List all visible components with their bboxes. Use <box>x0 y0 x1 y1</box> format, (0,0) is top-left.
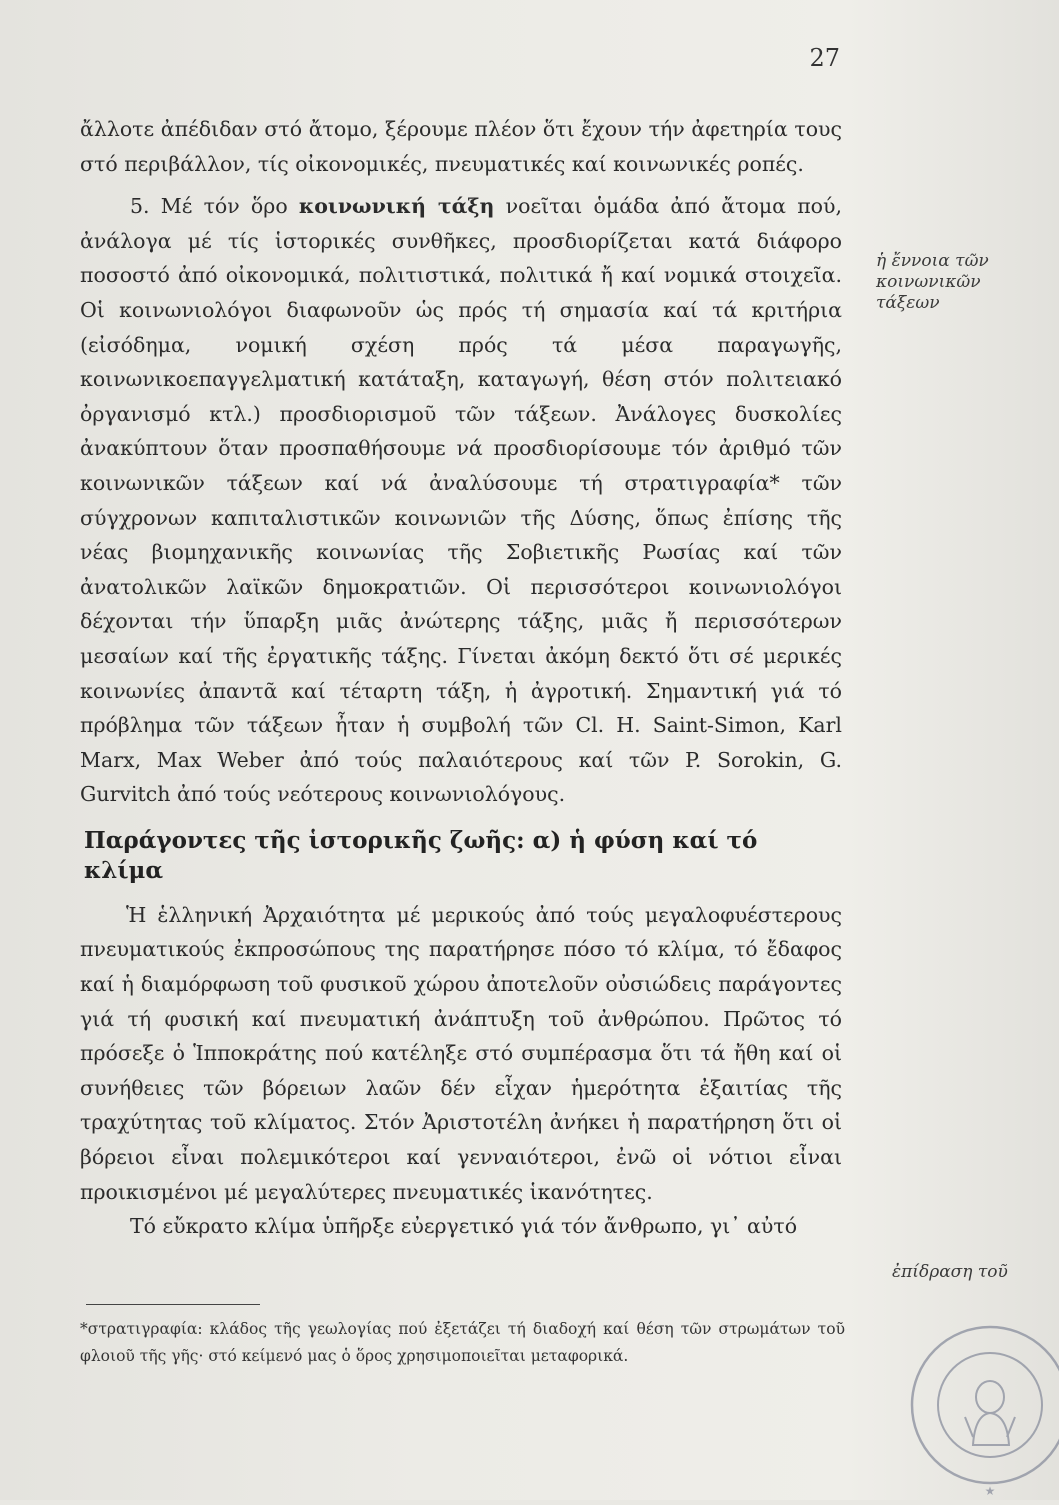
paragraph-climate: Ἡ ἑλληνική Ἀρχαιότητα μέ μερικούς ἀπό τούς μεγαλοφυέστερους πνευματικούς ἐκπροσώπους της παρατήρησε πόσο τό κλίμα, τό ἔδαφος καί ἡ διαμόρφωση τοῦ φυσικοῦ χώρου ἀποτελοῦν οὐσιώδεις παράγοντες γιά τή φυσική καί πνευματική ἀνάπτυξη τοῦ ἀνθρώπου. Πρῶτος τό πρόσεξε ὁ Ἱπποκράτης πού κατέληξε στό συμπέρασμα ὅτι τά ἤθη καί οἱ συνήθειες τῶν βόρειων λαῶν δέν εἶχαν ἡμερότητα ἐξαιτίας τῆς τραχύτητας τοῦ κλίματος. Στόν Ἀριστοτέλη ἀνήκει ἡ παρατήρηση ὅτι οἱ βόρειοι εἶναι πολεμικότεροι καί γενναιότεροι, ἐνῶ οἱ νότιοι εἶναι προικισμένοι μέ μεγαλύτερες πνευματικές ἱκανότητες. <box>80 902 842 1204</box>
page-number: 27 <box>809 44 840 72</box>
svg-text:★: ★ <box>984 1484 996 1498</box>
main-text-column <box>80 112 842 1244</box>
library-stamp-icon <box>895 1305 1059 1505</box>
footnote-rule <box>86 1304 260 1305</box>
paragraph-social-class-lead: 5. Μέ τόν ὅρο <box>130 194 299 219</box>
section-heading: Παράγοντες τῆς ἱστορικῆς ζωῆς: α) ἡ φύση καί τό κλίμα <box>84 826 758 884</box>
margin-note-social-classes: ἡ ἔννοια τῶν κοινωνικῶν τάξεων <box>876 251 989 313</box>
paragraph-social-class <box>80 189 842 812</box>
stamp-seal <box>912 1327 1059 1498</box>
term-social-class: κοινωνική τάξη <box>298 194 495 219</box>
footnote-stratigraphy: *στρατιγραφία: κλάδος τῆς γεωλογίας πού ἐξετάζει τή διαδοχή καί θέση τῶν στρωμάτων τοῦ φλοιοῦ τῆς γῆς· στό κείμενό μας ὁ ὅρος χρησιμοποιεῖται μεταφορικά. <box>80 1320 845 1365</box>
paragraph-temperate-climate: Τό εὔκρατο κλίμα ὑπῆρξε εὐεργετικό γιά τόν ἄνθρωπο, γι᾿ αὐτό <box>130 1214 798 1239</box>
paragraph-continuation: ἄλλοτε ἀπέδιδαν στό ἄτομο, ξέρουμε πλέον ὅτι ἔχουν τήν ἀφετηρία τους στό περιβάλλον, τίς οἰκονομικές, πνευματικές καί κοινωνικές ροπές. <box>80 117 842 176</box>
margin-note-influence: ἐπίδραση τοῦ <box>892 1262 1008 1282</box>
paragraph-social-class-body: νοεῖται ὁμάδα ἀπό ἄτομα πού, ἀνάλογα μέ τίς ἱστορικές συνθῆκες, προσδιορίζεται κατά διάφορο ποσοστό ἀπό οἰκονομικά, πολιτιστικά, πολιτικά ἤ καί νομικά στοιχεῖα. Οἱ κοινωνιολόγοι διαφωνοῦν ὡς πρός τή σημασία καί τά κριτήρια (εἰσόδημα, νομική σχέση πρός τά μέσα παραγωγῆς, κοινωνικοεπαγγελματική κατάταξη, καταγωγή, θέση στόν πολιτειακό ὀργανισμό κτλ.) προσδιορισμοῦ τῶν τάξεων. Ἀνάλογες δυσκολίες ἀνακύπτουν ὅταν προσπαθήσουμε νά προσδιορίσουμε τόν ἀριθμό τῶν κοινωνικῶν τάξεων καί νά ἀναλύσουμε τή στρατιγραφία* τῶν σύγχρονων καπιταλιστικῶν κοινωνιῶν τῆς Δύσης, ὅπως ἐπίσης τῆς νέας βιομηχανικῆς κοινωνίας τῆς Σοβιετικῆς Ρωσίας καί τῶν ἀνατολικῶν λαϊκῶν δημοκρατιῶν. Οἱ περισσότεροι κοινωνιολόγοι δέχονται τήν ὕπαρξη μιᾶς ἀνώτερης τάξης, μιᾶς ἤ περισσότερων μεσαίων καί τῆς ἐργατικῆς τάξης. Γίνεται ἀκόμη δεκτό ὅτι σέ μερικές κοινωνίες ἀπαντᾶ καί τέταρτη τάξη, ἡ ἀγροτική. Σημαντική γιά τό πρόβλημα τῶν τάξεων ἦταν ἡ συμβολή τῶν Cl. H. Saint-Simon, Karl Marx, Max Weber ἀπό τούς παλαιότερους καί τῶν P. Sorokin, G. Gurvitch ἀπό τούς νεότερους κοινωνιολόγους. <box>80 194 842 807</box>
